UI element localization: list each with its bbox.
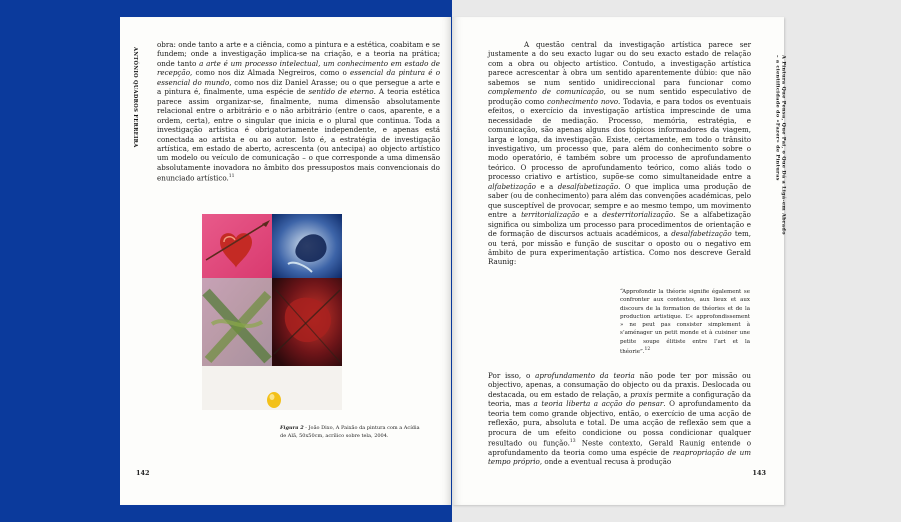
block-quote: “Approfondir la théorie signifie également se confronter aux contextes, aux lieux et aux discours de la formation de théories et de la production artistique. L’« approfondissement » ne peut pas consister simplement à s’aménager un petit monde et à cuisiner une petite soupe élitiste entre l’art et la théorie”.$^{12}$ xyxy=(620,289,750,355)
figure-caption xyxy=(280,425,420,440)
right-body-paragraph-2: Por isso, o aprofundamento da teoria não pode ter por missão ou objectivo, apenas, a consumação do objecto ou da praxis. Deslocada ou destacada, ou em estado de relação, a praxis permite a configuração da teoria, mas a teoria liberta a acção do pensar. O aprofundamento da teoria tem como grande objectivo, então, o exercício de uma acção de reflexão, pura, absoluta e total. De uma acção de reflexão sem que a procura de um efeito condicione ou possa condicionar qualquer resultado ou função.$^{13}$ Neste contexto, Gerald Raunig entende o aprofundamento da teoria como uma espécie de reapropriação de um tempo próprio, onde a eventual recusa à produção xyxy=(488,371,752,467)
running-head-title-line2: – a cientificidade do «Fazer» de Pinturas xyxy=(774,55,781,181)
running-head-title xyxy=(774,55,787,235)
page-number-left: 142 xyxy=(136,469,150,477)
left-page xyxy=(120,17,451,505)
running-head-author: ANTÓNIO QUADROS FERREIRA xyxy=(132,47,138,148)
left-body-paragraph: obra: onde tanto a arte e a ciência, como a pintura e a estética, coabitam e se fundem; onde a investigação implica-se na criação, e a teoria na prática; onde tanto a arte é um processo intelectual, um conhecimento em estado de recepção, como nos diz Almada Negreiros, como o essencial da pintura é o essencial do mundo, como nos diz Daniel Arasse; ou o que persegue a arte e a pintura é, finalmente, uma espécie de sentido de eterno. A teoria estética parece assim organizar-se, finalmente, numa dimensão absolutamente relacional entre o arbitrário e o não arbitrário (entre o caos, aparente, e a ordem, certa), entre o singular que inicia e o plural que continua. Toda a investigação artística é obrigatoriamente independente, e apenas está conectada ao artista e ou ao autor. Isto é, a estratégia de investigação artística, em estado de aberto, acrescenta (ou antecipa) ao objecto artístico um modelo ou veículo de comunicação – o que corresponde a uma dimensão absolutamente inovadora no âmbito dos pressupostos mais convencionais do enunciado artístico.$^{11}$ xyxy=(157,40,441,183)
figure-painting xyxy=(202,214,342,410)
running-head-title-line1: A Pintura Que Pensa, Que Pai, o Que Dá a Ligá-em Abrado xyxy=(780,55,787,235)
figure-caption-label: Figura 2 xyxy=(280,425,304,431)
right-body-paragraph-1: A questão central da investigação artística parece ser justamente a do seu exacto lugar ou do seu exacto estado de relação com a obra ou objecto artístico. Contudo, a investigação artística parece acrescentar à obra um sentido aparentemente dúbio: que não sabemos se num sentido unidireccional para funcionar como complemento de comunicação, ou se num sentido especulativo de produção como conhecimento novo. Todavia, e para todos os eventuais efeitos, o exercício da investigação artística imprescinde de uma necessidade de mediação. Processo, memória, estratégia, e comunicação, são apenas alguns dos tópicos informadores da viagem, larga e longa, da investigação. Existe, certamente, em todo o trânsito investigativo, um processo que, para além do conhecimento sobre o modo operatório, é também sobre um processo de aprofundamento teórico. O processo de aprofundamento teórico, como aliás todo o processo criativo e artístico, supõe-se como simultaneidade entre a alfabetização e a desalfabetização. O que implica uma produção de saber (ou de conhecimento) para além das convenções académicas, pelo que susceptível de provocar, sempre e ao mesmo tempo, um movimento entre a territorialização e a desterritorialização. Se a alfabetização significa ou simboliza um processo para procedimentos de orientação e de formação de discursos actuais académicos, a desalfabetização tem, ou terá, por missão e função de suscitar o oposto ou o negativo em âmbito de pura experimentação artística. Como nos descreve Gerald Raunig: xyxy=(488,40,752,267)
page-number-right: 143 xyxy=(752,469,766,477)
figure-caption-text: - João Dixo, A Paixão da pintura com a Acídia de Alã, 50x50cm, acrílico sobre tela, 2004. xyxy=(280,425,420,439)
right-page xyxy=(452,17,787,505)
